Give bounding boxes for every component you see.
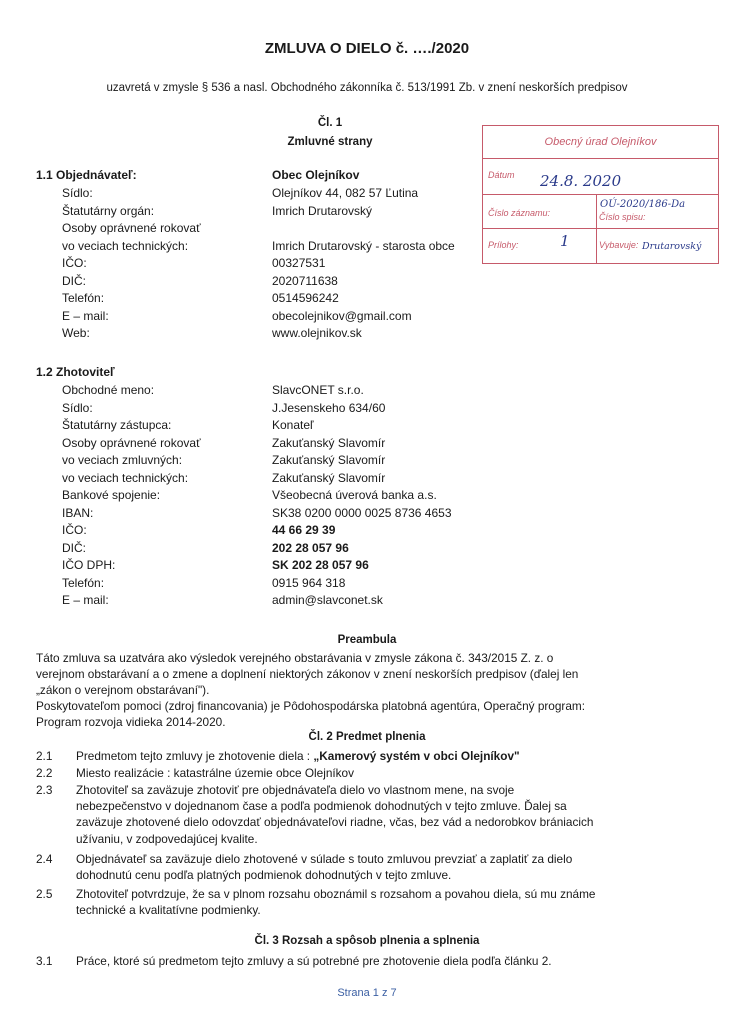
party-2-row-value: Zakuťanský Slavomír <box>272 470 386 485</box>
party-2-row-value: Konateľ <box>272 418 314 432</box>
party-1-heading: 1.1 Objednávateľ: <box>36 168 137 182</box>
party-1-row-value: obecolejnikov@gmail.com <box>272 308 412 323</box>
party-2-heading: 1.2 Zhotoviteľ <box>36 365 115 379</box>
party-1-row-label: Štatutárny orgán: <box>62 203 155 218</box>
party-2-row-label: IBAN: <box>62 505 94 520</box>
stamp-header: Obecný úrad Olejníkov <box>483 126 718 159</box>
stamp-datum-label: Dátum <box>488 170 515 180</box>
party-2-row-label: IČO DPH: <box>62 558 116 572</box>
party-2-row-value: Zakuťanský Slavomír <box>272 435 386 450</box>
party-2-row-value: SK 202 28 057 96 <box>272 558 369 572</box>
document-title: ZMLUVA O DIELO č. …./2020 <box>264 40 470 57</box>
party-1-row-value: Imrich Drutarovský - starosta obce <box>272 238 455 253</box>
party-1-row-label: Osoby oprávnené rokovať <box>62 221 201 235</box>
party-1-row-label: E – mail: <box>62 308 109 323</box>
party-1-name: Obec Olejníkov <box>272 168 360 182</box>
article-1-title: Čl. 1 <box>317 117 343 129</box>
party-2-row-label: vo veciach zmluvných: <box>62 453 183 467</box>
party-2-row-value: admin@slavconet.sk <box>272 593 383 607</box>
party-1-row-value: 2020711638 <box>272 273 338 288</box>
stamp-cislo-spisu-label: Číslo spisu: <box>599 212 646 222</box>
party-2-row-value: Zakuťanský Slavomír <box>272 453 386 467</box>
party-2-row-label: Telefón: <box>62 575 105 590</box>
party-2-row-value: SlavcONET s.r.o. <box>272 383 364 397</box>
party-2-row-label: DIČ: <box>62 540 86 555</box>
party-1-row-label: Sídlo: <box>62 186 93 200</box>
party-2-row-label: E – mail: <box>62 593 109 607</box>
article-2-heading: Čl. 2 Predmet plnenia <box>308 731 426 743</box>
party-1-row-label: IČO: <box>62 256 87 270</box>
preambula-heading: Preambula <box>337 634 397 646</box>
party-1-row-label: vo veciach technických: <box>62 238 189 253</box>
stamp-vybavuje-handwritten: Drutarovský <box>642 241 702 252</box>
party-2-row-value: 44 66 29 39 <box>272 523 336 537</box>
document-page: ZMLUVA O DIELO č. …./2020 uzavretá v zmysle § 536 a nasl. Obchodného zákonníka č. 513/1991 Zb. v znení neskorších predpisov Čl. 1 Zmluvné strany Obecný úrad Olejníkov Dátum Číslo záznamu: Číslo spisu: Prílohy: Vybavuje: 24.8. 2020 OÚ-2020/186-Da 1 Drutarovský 1.1 Objednávateľ: Obec Olejníkov Sídlo: Olejníkov 44, 082 57 Ľutina Štatutárny orgán: Imrich Drutarovský Osoby oprávnené rokovať vo veciach technických: Imrich Drutarovský - starosta obce IČO: 00327531 DIČ: 2020711638 Telefón: 0514596242 E – mail: obecolejnikov@gmail.com Web: www.olejnikov.sk 1.2 Zhotoviteľ Obchodné meno: SlavcONET s.r.o. Sídlo: J.Jesenskeho 634/60 Štatutárny zástupca: Konateľ Osoby oprávnené rokovať Zakuťanský Slavomír vo veciach zmluvných: Zakuťanský Slavomír vo veciach technických: Zakuťanský Slavomír Bankové spojenie: Všeobecná úverová banka a.s. IBAN: SK38 0200 0000 0025 8736 4653 IČO: 44 66 29 39 DIČ: 202 28 057 96 IČO DPH: SK 202 28 057 96 Telefón: 0915 964 318 E – mail: admin@slavconet.sk Preambula Táto zmluva sa uzatvára ako výsledok verejného obstarávania v zmysle zákona č. 343/2015 Z. z. o verejnom obstarávaní a o zmene a doplnení niektorých zákonov v znení neskorších predpisov (ďalej len „zákon o verejnom obstarávaní"). Poskytovateľom pomoci (zdroj financovania) je Pôdohospodárska platobná agentúra, Operačný program: Program rozvoja vidieka 2014-2020. Čl. 2 Predmet plnenia 2.1 Predmetom tejto zmluvy je zhotovenie diela : „Kamerový systém v obci Olejníkov" 2.2 Miesto realizácie : katastrálne územie obce Olejníkov 2.3 Zhotoviteľ sa zaväzuje zhotoviť pre objednávateľa dielo vo vlastnom mene, na svoje nebezpečenstvo v dojednanom čase a podľa podmienok dohodnutých v tejto zmluve. Ďalej sa zaväzuje zhotovené dielo odovzdať objednávateľovi riadne, včas, bez vád a nedorobkov brániacich užívaniu, v zodpovedajúcej kvalite. 2.4 Objednávateľ sa zaväzuje dielo zhotovené v súlade s touto zmluvou prevziať a zaplatiť za dielo dohodnutú cenu podľa platných podmienok dohodnutých v tejto zmluve. 2.5 Zhotoviteľ potvrdzuje, že sa v plnom rozsahu oboznámil s rozsahom a povahou diela, sú mu známe technické a kvalitatívne podmienky. Čl. 3 Rozsah a spôsob plnenia a splnenia 3.1 Práce, ktoré sú predmetom tejto zmluvy a sú potrebné pre zhotovenie diela podľa článku 2. Strana 1 z 7 <box>0 0 734 1024</box>
stamp-prilohy-handwritten: 1 <box>560 232 570 250</box>
party-1-row-value: Olejníkov 44, 082 57 Ľutina <box>272 186 419 200</box>
party-2-row-value: 202 28 057 96 <box>272 540 349 555</box>
stamp-datum-handwritten: 24.8. 2020 <box>540 172 622 190</box>
article-1-subtitle: Zmluvné strany <box>287 136 373 148</box>
party-1-row-value: 0514596242 <box>272 291 339 305</box>
document-subtitle: uzavretá v zmysle § 536 a nasl. Obchodného zákonníka č. 513/1991 Zb. v znení neskorších predpisov <box>106 82 628 94</box>
stamp-vybavuje-label: Vybavuje: <box>599 240 639 250</box>
party-2-row-label: Sídlo: <box>62 400 93 415</box>
party-2-row-value: J.Jesenskeho 634/60 <box>272 400 386 415</box>
stamp-prilohy-label: Prílohy: <box>488 240 519 250</box>
party-2-row-label: vo veciach technických: <box>62 470 189 485</box>
party-2-row-label: Bankové spojenie: <box>62 488 161 502</box>
party-2-row-label: Štatutárny zástupca: <box>62 418 172 432</box>
stamp-cislo-zaznamu-label: Číslo záznamu: <box>488 208 551 218</box>
party-1-row-label: Telefón: <box>62 291 105 305</box>
preambula-paragraph-1: Táto zmluva sa uzatvára ako výsledok verejného obstarávania v zmysle zákona č. 343/2015 Z. z. o verejnom obstarávaní a o zmene a doplnení niektorých zákonov v znení neskorších predpisov (ďalej len „zákon o verejnom obstarávaní"). Poskytovateľom pomoci (zdroj financovania) je Pôdohospodárska platobná agentúra, Operačný program: Program rozvoja vidieka 2014-2020. <box>36 651 586 729</box>
party-2-row-label: Osoby oprávnené rokovať <box>62 435 201 450</box>
party-1-row-value: www.olejnikov.sk <box>272 326 362 340</box>
party-2-row-label: Obchodné meno: <box>62 383 155 397</box>
party-1-row-value: 00327531 <box>272 256 326 270</box>
party-2-row-value: 0915 964 318 <box>272 575 346 590</box>
party-1-row-label: Web: <box>62 326 90 340</box>
article-3-heading: Čl. 3 Rozsah a spôsob plnenia a splnenia <box>254 935 480 947</box>
party-2-row-value: SK38 0200 0000 0025 8736 4653 <box>272 505 452 520</box>
party-2-row-value: Všeobecná úverová banka a.s. <box>272 488 437 502</box>
page-footer: Strana 1 z 7 <box>337 987 397 999</box>
stamp-cislo-spisu-handwritten: OÚ-2020/186-Da <box>600 199 686 210</box>
party-2-row-label: IČO: <box>62 523 87 537</box>
party-1-row-label: DIČ: <box>62 273 86 288</box>
party-1-row-value: Imrich Drutarovský <box>272 203 373 218</box>
